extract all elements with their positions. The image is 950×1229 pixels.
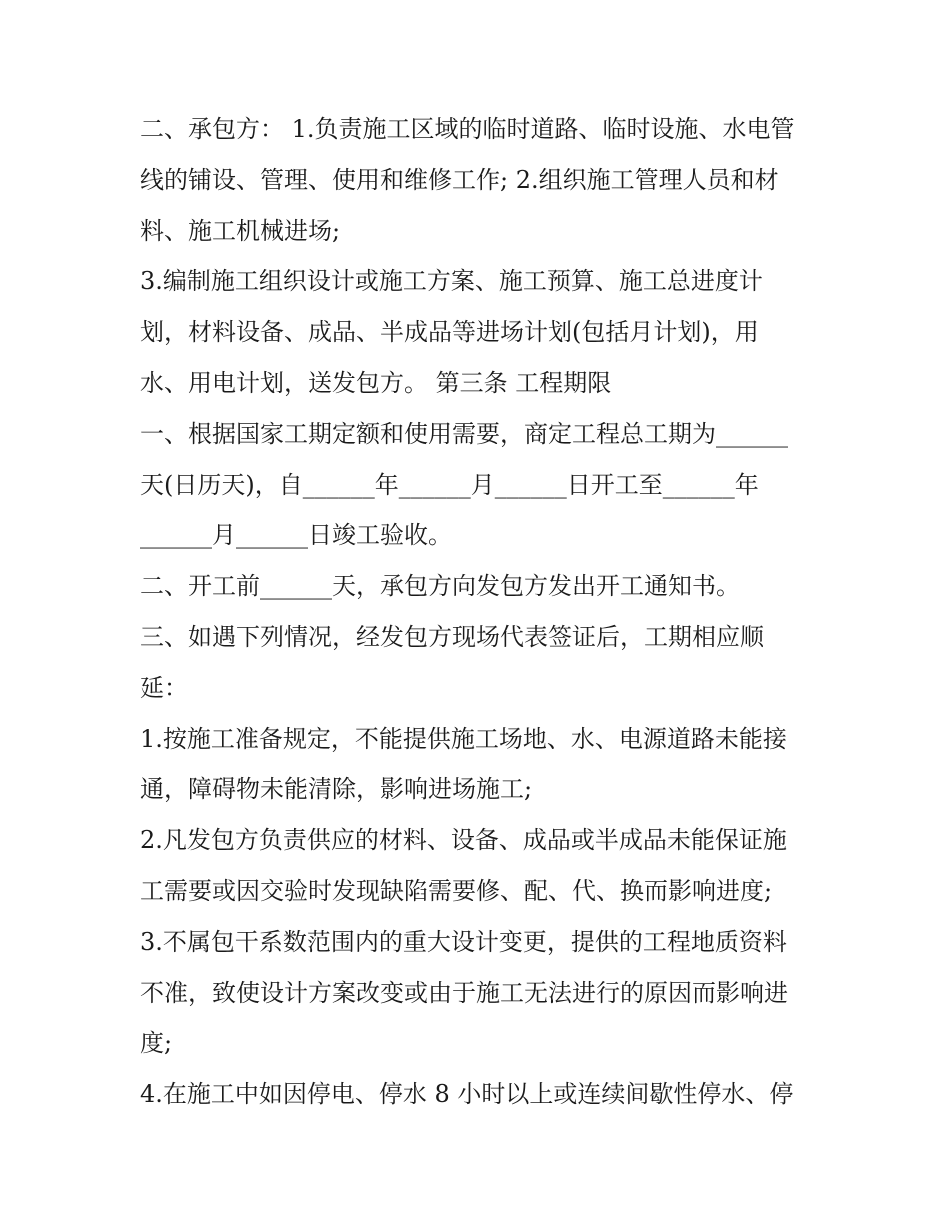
- text-line: 水、用电计划，送发包方。 第三条 工程期限: [140, 368, 612, 397]
- text-line: 二、开工前______天，承包方向发包方发出开工通知书。: [140, 572, 740, 601]
- text-line: 1.按施工准备规定，不能提供施工场地、水、电源道路未能接: [140, 724, 787, 753]
- text-line: ______月______日竣工验收。: [140, 521, 452, 550]
- text-line: 天(日历天)，自______年______月______日开工至______年: [140, 470, 759, 499]
- text-line: 3.编制施工组织设计或施工方案、施工预算、施工总进度计: [140, 267, 763, 296]
- text-line: 二、承包方： 1.负责施工区域的临时道路、临时设施、水电管: [140, 115, 795, 143]
- text-line: 2.凡发包方负责供应的材料、设备、成品或半成品未能保证施: [140, 826, 787, 855]
- text-line: 延：: [140, 673, 188, 702]
- text-line: 一、根据国家工期定额和使用需要，商定工程总工期为______: [140, 419, 788, 448]
- text-line: 工需要或因交验时发现缺陷需要修、配、代、换而影响进度;: [140, 876, 773, 905]
- text-line: 料、施工机械进场;: [140, 216, 341, 245]
- text-line: 度;: [140, 1029, 173, 1058]
- text-line: 4.在施工中如因停电、停水 8 小时以上或连续间歇性停水、停: [140, 1080, 794, 1109]
- text-line: 线的铺设、管理、使用和维修工作; 2.组织施工管理人员和材: [140, 165, 779, 194]
- contract-text-block: [140, 104, 820, 1120]
- text-line: 划，材料设备、成品、半成品等进场计划(包括月计划)，用: [140, 318, 759, 347]
- text-line: 不准，致使设计方案改变或由于施工无法进行的原因而影响进: [140, 978, 788, 1007]
- text-line: 通，障碍物未能清除，影响进场施工;: [140, 775, 533, 804]
- text-line: 三、如遇下列情况，经发包方现场代表签证后，工期相应顺: [140, 622, 764, 651]
- text-line: 3.不属包干系数范围内的重大设计变更，提供的工程地质资料: [140, 927, 787, 956]
